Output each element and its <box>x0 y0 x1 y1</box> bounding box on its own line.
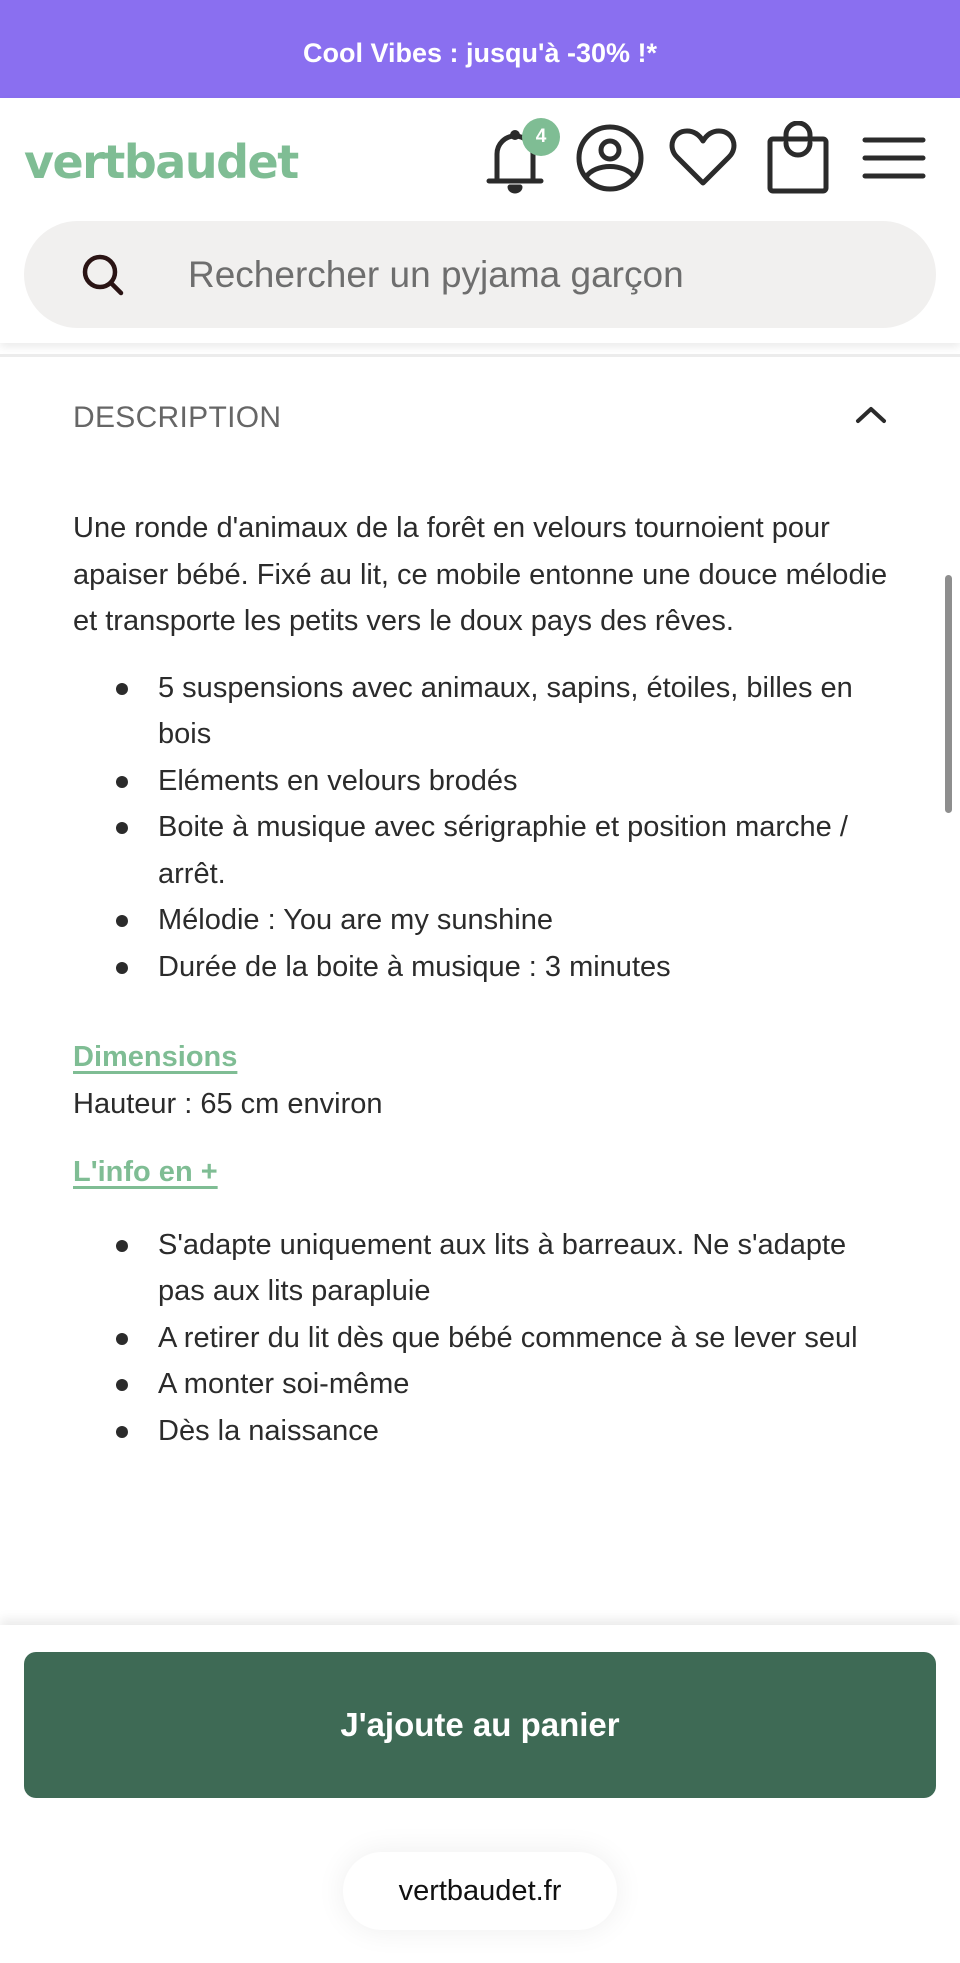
sticky-bottom-bar <box>0 1625 960 1963</box>
description-content <box>73 505 893 1454</box>
list-item: A monter soi-même <box>73 1361 893 1408</box>
page-scrollbar[interactable] <box>945 575 952 813</box>
features-list <box>73 665 893 991</box>
account-button[interactable] <box>574 118 646 198</box>
list-item: A retirer du lit dès que bébé commence à se lever seul <box>73 1315 893 1362</box>
list-item: Durée de la boite à musique : 3 minutes <box>73 944 893 991</box>
dimensions-heading[interactable]: Dimensions <box>73 1041 238 1073</box>
search-bar[interactable] <box>24 221 936 328</box>
info-list <box>73 1222 893 1455</box>
list-item: Dès la naissance <box>73 1408 893 1455</box>
description-intro: Une ronde d'animaux de la forêt en velours tournoient pour apaiser bébé. Fixé au lit, ce mobile entonne une douce mélodie et transporte les petits vers le doux pays des rêves. <box>73 512 888 637</box>
account-icon <box>575 123 645 193</box>
site-header <box>0 98 960 343</box>
favorites-button[interactable] <box>668 118 738 198</box>
list-item: Mélodie : You are my sunshine <box>73 897 893 944</box>
menu-button[interactable] <box>860 118 928 198</box>
notifications-button[interactable] <box>480 118 550 198</box>
header-icons <box>0 118 960 198</box>
search-input[interactable] <box>188 254 888 296</box>
notification-badge: 4 <box>522 118 560 156</box>
search-icon[interactable] <box>18 221 188 328</box>
chevron-up-icon[interactable] <box>853 403 889 427</box>
bag-icon <box>766 121 830 195</box>
list-item: 5 suspensions avec animaux, sapins, étoiles, billes en bois <box>73 665 893 758</box>
list-item: Boite à musique avec sérigraphie et position marche / arrêt. <box>73 804 893 897</box>
list-item: Eléments en velours brodés <box>73 758 893 805</box>
description-accordion-header[interactable] <box>0 385 960 455</box>
brand-logo[interactable]: vertbaudet <box>24 135 298 189</box>
description-title: DESCRIPTION <box>73 401 282 434</box>
info-heading[interactable]: L'info en + <box>73 1156 218 1188</box>
dimensions-text: Hauteur : 65 cm environ <box>73 1087 383 1120</box>
menu-icon <box>862 136 926 180</box>
heart-icon <box>669 127 737 189</box>
section-divider <box>0 354 960 357</box>
promo-banner[interactable] <box>0 0 960 98</box>
add-to-cart-button[interactable]: J'ajoute au panier <box>24 1652 936 1798</box>
list-item: S'adapte uniquement aux lits à barreaux. Ne s'adapte pas aux lits parapluie <box>73 1222 893 1315</box>
promo-text: Cool Vibes : jusqu'à -30% !* <box>303 37 657 68</box>
browser-url-pill[interactable]: vertbaudet.fr <box>343 1852 617 1930</box>
cart-button[interactable] <box>764 118 832 198</box>
